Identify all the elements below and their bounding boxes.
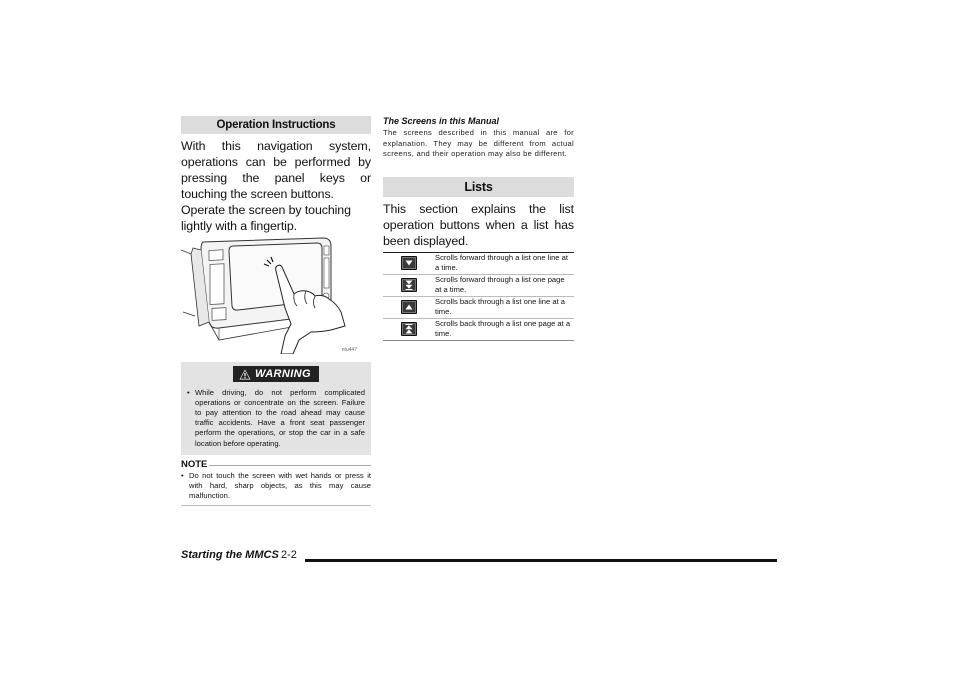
note-body: Do not touch the screen with wet hands or press it with hard, sharp objects, as this may cause malfunction.	[189, 470, 371, 501]
operation-instructions-heading: Operation Instructions	[181, 116, 371, 134]
button-description: Scrolls forward through a list one line at a time.	[435, 253, 568, 272]
double-chevron-down-icon[interactable]	[401, 278, 417, 292]
touch-paragraph: Operate the screen by touching lightly with a fingertip.	[181, 203, 351, 233]
warning-label-text: WARNING	[255, 368, 311, 380]
list-item	[383, 319, 574, 341]
chevron-up-icon[interactable]	[401, 300, 417, 314]
warning-triangle-icon	[239, 369, 251, 380]
chevron-down-icon[interactable]	[401, 256, 417, 270]
list-item	[383, 275, 574, 297]
note-end-divider	[181, 505, 371, 506]
button-description: Scrolls back through a list one line at a time.	[435, 297, 566, 316]
footer-section-title: Starting the MMCS	[181, 549, 279, 561]
warning-box	[181, 362, 371, 455]
illustration-code: ntu447	[341, 347, 357, 353]
page-footer	[181, 549, 777, 565]
note-text	[181, 471, 371, 502]
operation-paragraph: With this navigation system, operations can be performed by pressing the panel keys or touching the screen buttons.	[181, 139, 371, 201]
lists-heading: Lists	[383, 177, 574, 197]
screens-subheading: The Screens in this Manual	[383, 116, 500, 126]
note-label: NOTE	[181, 458, 208, 470]
footer-rule	[305, 559, 777, 562]
right-column	[383, 116, 574, 341]
warning-text	[187, 388, 365, 449]
screens-intro: The screens described in this manual are for explanation. They may be different from actual screens, and their operation may also be different.	[383, 128, 574, 158]
warning-bullet: •	[187, 387, 190, 397]
left-column	[181, 116, 371, 506]
button-description: Scrolls back through a list one page at a time.	[435, 319, 571, 338]
double-chevron-up-icon[interactable]	[401, 322, 417, 336]
button-description: Scrolls forward through a list one page at a time.	[435, 275, 565, 294]
note-heading	[181, 459, 371, 470]
page-number: 2-2	[281, 549, 297, 561]
touchscreen-illustration	[181, 236, 371, 354]
list-buttons-table	[383, 252, 574, 341]
lists-intro: This section explains the list operation buttons when a list has been displayed.	[383, 201, 574, 248]
note-bullet: •	[181, 470, 184, 480]
note-divider	[209, 465, 371, 466]
hand-touching-screen-illustration	[181, 236, 371, 354]
warning-label	[233, 366, 319, 382]
list-item	[383, 253, 574, 275]
warning-body: While driving, do not perform complicated operations or concentrate on the screen. Failure to pay attention to the road ahead may cause traffic accidents. Have a front seat passenger perform the operations, or stop the car in a safe location before operating.	[195, 387, 365, 448]
list-item	[383, 297, 574, 319]
